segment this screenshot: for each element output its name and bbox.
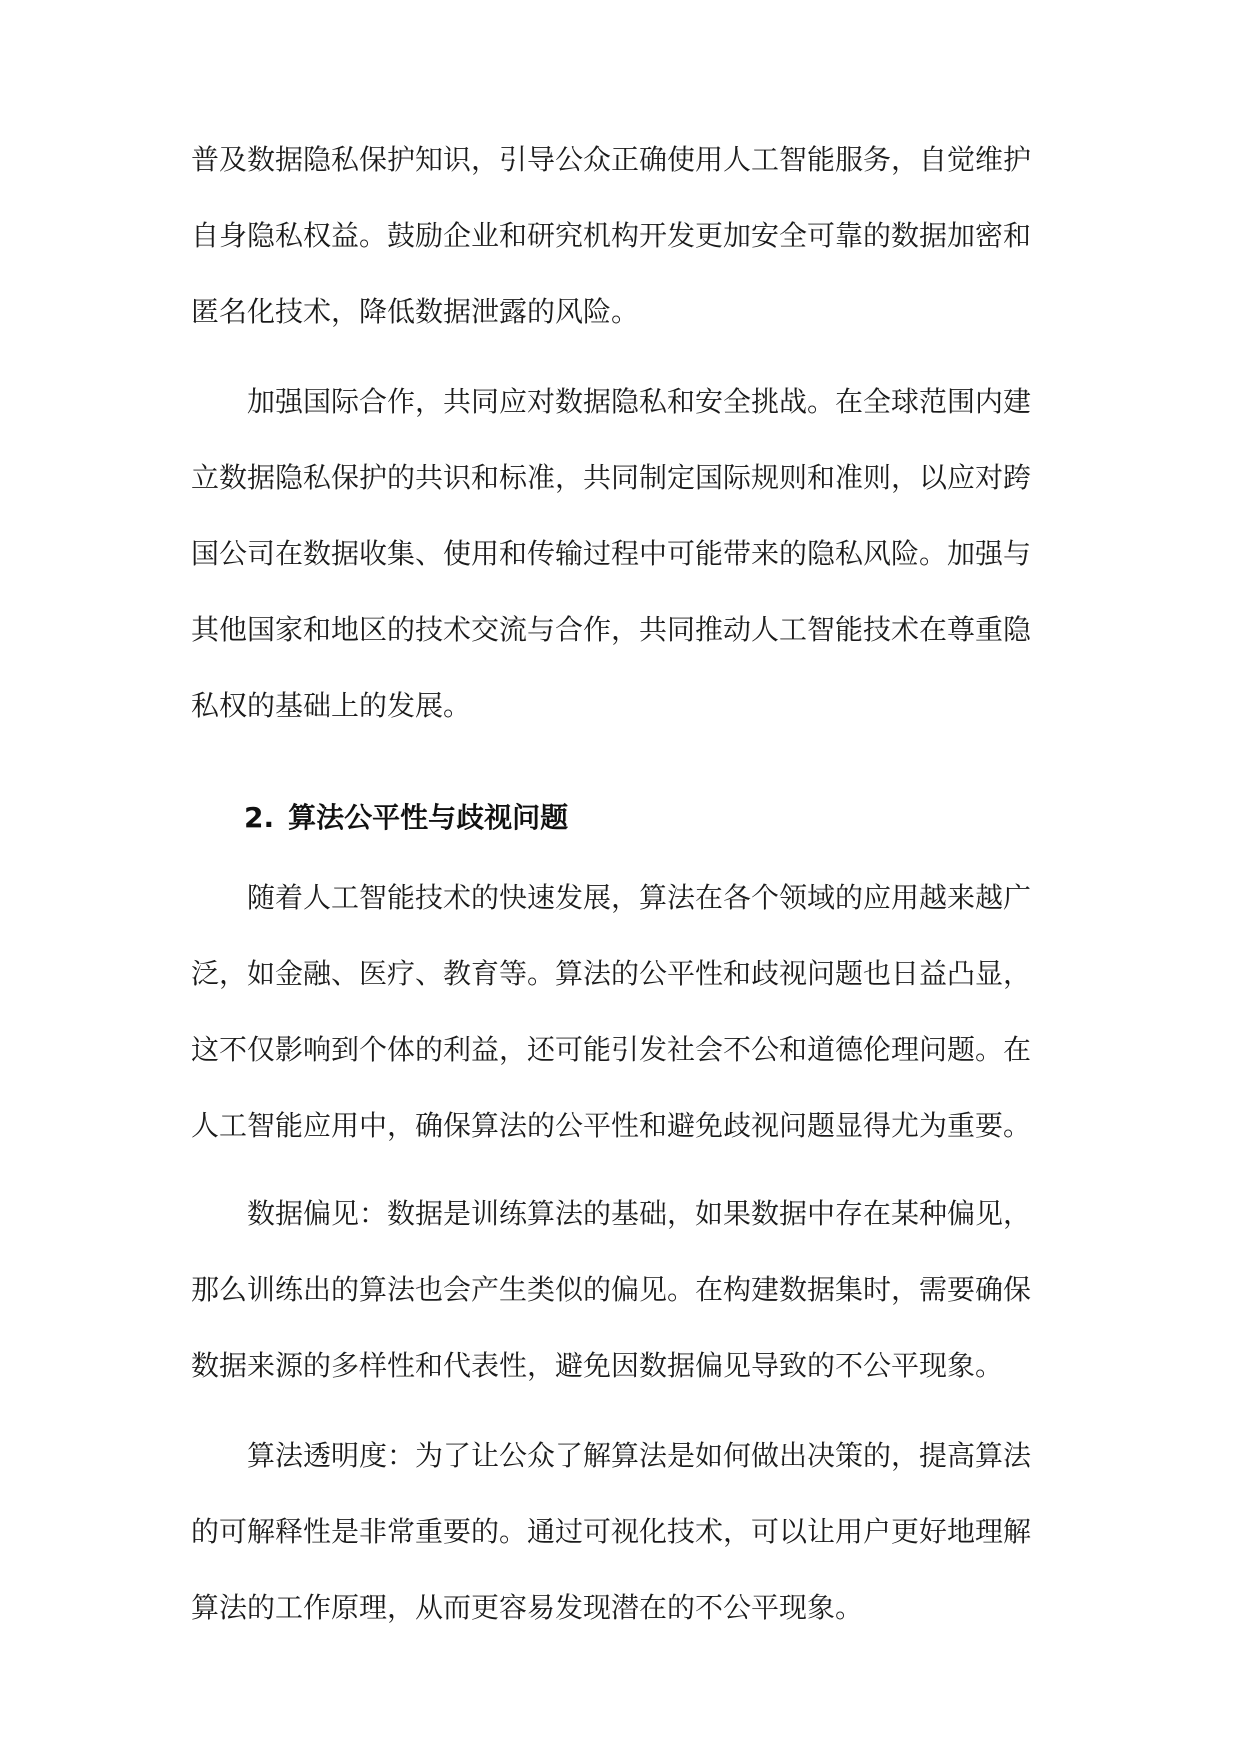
section-heading	[244, 780, 568, 856]
paragraph-line: 人工智能应用中，确保算法的公平性和避免歧视问题显得尤为重要。	[191, 1109, 1032, 1142]
paragraph-line: 普及数据隐私保护知识，引导公众正确使用人工智能服务，自觉维护	[191, 143, 1032, 176]
paragraph-line: 算法的工作原理，从而更容易发现潜在的不公平现象。	[191, 1591, 864, 1624]
paragraph-line: 这不仅影响到个体的利益，还可能引发社会不公和道德伦理问题。在	[191, 1033, 1032, 1066]
paragraph-line: 泛，如金融、医疗、教育等。算法的公平性和歧视问题也日益凸显，	[191, 957, 1032, 990]
paragraph-5	[191, 1418, 1051, 1646]
paragraph-line: 私权的基础上的发展。	[191, 689, 472, 722]
paragraph-line: 随着人工智能技术的快速发展，算法在各个领域的应用越来越广	[191, 881, 1032, 914]
paragraph-line: 匿名化技术，降低数据泄露的风险。	[191, 295, 640, 328]
paragraph-line: 其他国家和地区的技术交流与合作，共同推动人工智能技术在尊重隐	[191, 613, 1032, 646]
paragraph-line: 立数据隐私保护的共识和标准，共同制定国际规则和准则，以应对跨	[191, 461, 1032, 494]
paragraph-line: 算法透明度：为了让公众了解算法是如何做出决策的，提高算法	[191, 1439, 1032, 1472]
section-number: 2.	[244, 801, 275, 834]
paragraph-line: 加强国际合作，共同应对数据隐私和安全挑战。在全球范围内建	[191, 385, 1032, 418]
paragraph-line: 国公司在数据收集、使用和传输过程中可能带来的隐私风险。加强与	[191, 537, 1032, 570]
paragraph-line: 那么训练出的算法也会产生类似的偏见。在构建数据集时，需要确保	[191, 1273, 1032, 1306]
paragraph-3	[191, 860, 1051, 1164]
section-title: 算法公平性与歧视问题	[288, 801, 569, 834]
paragraph-2	[191, 364, 1051, 744]
paragraph-line: 数据偏见：数据是训练算法的基础，如果数据中存在某种偏见，	[191, 1197, 1032, 1230]
paragraph-line: 数据来源的多样性和代表性，避免因数据偏见导致的不公平现象。	[191, 1349, 1004, 1382]
paragraph-4	[191, 1176, 1051, 1404]
paragraph-line: 自身隐私权益。鼓励企业和研究机构开发更加安全可靠的数据加密和	[191, 219, 1032, 252]
paragraph-1	[191, 122, 1051, 350]
paragraph-line: 的可解释性是非常重要的。通过可视化技术，可以让用户更好地理解	[191, 1515, 1032, 1548]
